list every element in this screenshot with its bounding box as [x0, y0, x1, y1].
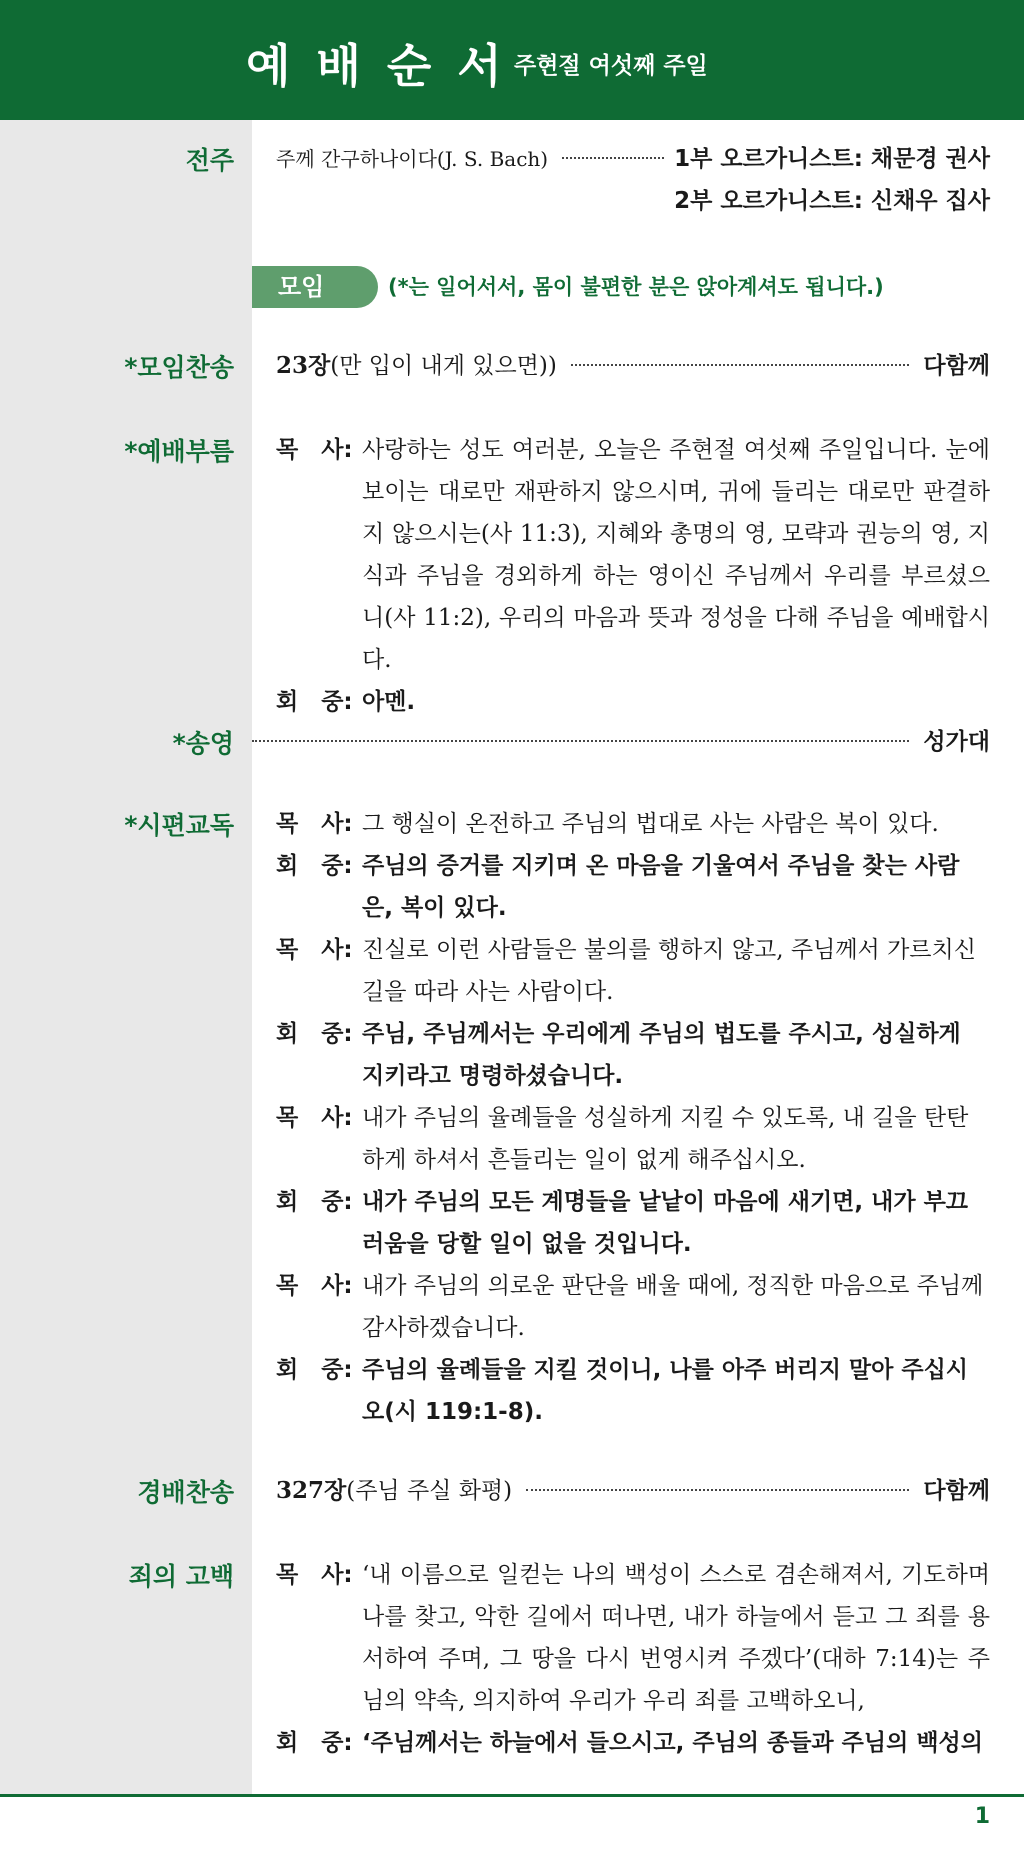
- doxology-label: *송영: [172, 729, 234, 758]
- confession-label: 죄의 고백: [128, 1562, 234, 1591]
- opening-hymn-title: (만 입이 내게 있으면)): [330, 353, 557, 379]
- page-subtitle: 주현절 여섯째 주일: [514, 53, 708, 79]
- dot-leader: [571, 364, 910, 366]
- dialog-line: [276, 681, 990, 723]
- dialog-line: [276, 1097, 990, 1181]
- opening-hymn-label: *모임찬송: [124, 353, 234, 382]
- speaker: 회 중:: [276, 853, 353, 879]
- worship-hymn-title: (주님 주실 화평): [346, 1478, 513, 1504]
- dialog-text: 그 행실이 온전하고 주님의 법대로 사는 사람은 복이 있다.: [362, 811, 939, 837]
- footer-divider: [0, 1794, 1024, 1797]
- call-to-worship-label: *예배부름: [124, 437, 234, 466]
- header-bar: [0, 0, 1024, 120]
- confession-block: [276, 1554, 990, 1764]
- dot-leader: [562, 157, 664, 159]
- dialog-text: 진실로 이런 사람들은 불의를 행하지 않고, 주님께서 가르치신 길을 따라 사는 사람이다.: [362, 937, 976, 1005]
- speaker: 목 사:: [276, 1273, 353, 1299]
- dot-leader: [526, 1489, 909, 1491]
- opening-hymn-number: 23장: [276, 352, 331, 379]
- dialog-text: 주님의 율례들을 지킬 것이니, 나를 아주 버리지 말아 주십시오(시 119:1-8).: [362, 1357, 969, 1425]
- dialog-line: [276, 845, 990, 929]
- organist-1: 1부 오르가니스트: 채문경 권사: [674, 146, 990, 172]
- doxology-row: [252, 721, 990, 763]
- organist-2: 2부 오르가니스트: 신채우 집사: [674, 188, 990, 214]
- dialog-text: 내가 주님의 의로운 판단을 배울 때에, 정직한 마음으로 주님께 감사하겠습니다.: [362, 1273, 984, 1341]
- call-to-worship-block: [276, 429, 990, 723]
- dialog-line: [276, 429, 990, 681]
- dialog-text: 주님의 증거를 지키며 온 마음을 기울여서 주님을 찾는 사람은, 복이 있다.: [362, 853, 960, 921]
- dialog-line: [276, 1554, 990, 1722]
- dialog-text: 아멘.: [362, 689, 416, 715]
- worship-hymn-label: 경배찬송: [137, 1478, 234, 1507]
- worship-hymn-row: [276, 1470, 990, 1512]
- dialog-line: [276, 1181, 990, 1265]
- speaker: 회 중:: [276, 1730, 353, 1756]
- speaker: 목 사:: [276, 1562, 353, 1588]
- dot-leader: [252, 740, 909, 742]
- dialog-line: [276, 803, 990, 845]
- speaker: 목 사:: [276, 811, 353, 837]
- dialog-text: 내가 주님의 모든 계명들을 낱낱이 마음에 새기면, 내가 부끄러움을 당할 일이 없을 것입니다.: [362, 1189, 969, 1257]
- speaker: 목 사:: [276, 1105, 353, 1131]
- opening-hymn-row: [276, 345, 990, 387]
- worship-hymn-by: 다함께: [923, 1478, 990, 1504]
- dialog-text: ‘내 이름으로 일컫는 나의 백성이 스스로 겸손해져서, 기도하며 나를 찾고, 악한 길에서 떠나면, 내가 하늘에서 듣고 그 죄를 용서하여 주며, 그 땅을 다시 번영시켜 주겠다’(대하 7:14)는 주님의 약속, 의지하여 우리가 우리 죄를 고백하오니,: [362, 1562, 990, 1714]
- psalm-label: *시편교독: [124, 811, 234, 840]
- prelude-label: 전주: [185, 146, 234, 175]
- opening-hymn-by: 다함께: [923, 353, 990, 379]
- page-number: 1: [974, 1804, 990, 1829]
- worship-hymn-number: 327장: [276, 1477, 347, 1504]
- doxology-by: 성가대: [923, 729, 990, 755]
- dialog-text: 주님, 주님께서는 우리에게 주님의 법도를 주시고, 성실하게 지키라고 명령하셨습니다.: [362, 1021, 961, 1089]
- gathering-badge: 모임: [252, 266, 378, 308]
- prelude-row: [276, 138, 990, 222]
- dialog-text: ‘주님께서는 하늘에서 들으시고, 주님의 종들과 주님의 백성의: [362, 1730, 983, 1756]
- dialog-text: 내가 주님의 율례들을 성실하게 지킬 수 있도록, 내 길을 탄탄하게 하셔서 흔들리는 일이 없게 해주십시오.: [362, 1105, 969, 1173]
- speaker: 회 중:: [276, 1021, 353, 1047]
- speaker: 회 중:: [276, 1189, 353, 1215]
- gathering-note: (*는 일어서서, 몸이 불편한 분은 앉아계셔도 됩니다.): [388, 275, 884, 299]
- prelude-piece: 주께 간구하나이다(J. S. Bach): [276, 147, 549, 171]
- speaker: 회 중:: [276, 689, 353, 715]
- dialog-line: [276, 1265, 990, 1349]
- psalm-block: [276, 803, 990, 1433]
- dialog-line: [276, 1349, 990, 1433]
- dialog-text: 사랑하는 성도 여러분, 오늘은 주현절 여섯째 주일입니다. 눈에 보이는 대로만 재판하지 않으시며, 귀에 들리는 대로만 판결하지 않으시는(사 11:3), 지혜와 총명의 영, 모략과 권능의 영, 지식과 주님을 경외하게 하는 영이신 주님께서 우리를 부르셨으니(사 11:2), 우리의 마음과 뜻과 정성을 다해 주님을 예배합시다.: [362, 437, 990, 673]
- dialog-line: [276, 1722, 990, 1764]
- dialog-line: [276, 929, 990, 1013]
- speaker: 목 사:: [276, 937, 353, 963]
- speaker: 목 사:: [276, 437, 353, 463]
- dialog-line: [276, 1013, 990, 1097]
- speaker: 회 중:: [276, 1357, 353, 1383]
- page-title: 예배순서: [246, 39, 528, 93]
